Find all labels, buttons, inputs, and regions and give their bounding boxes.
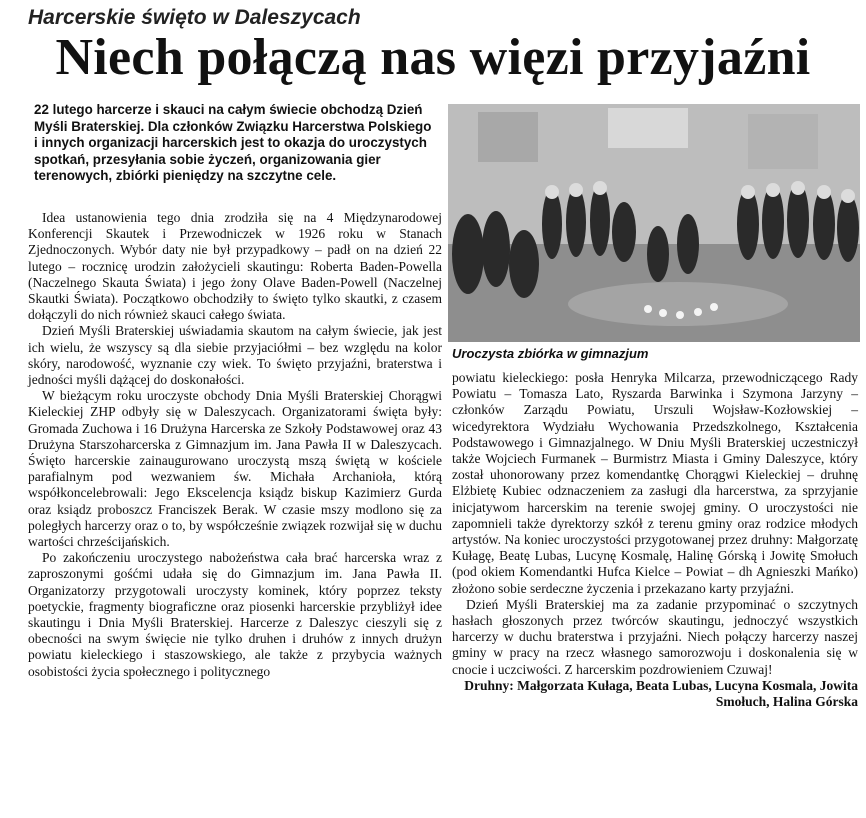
scouts-gathering-photo	[448, 104, 860, 342]
article-column-left	[28, 210, 442, 680]
article-kicker: Harcerskie święto w Daleszycach	[28, 6, 361, 29]
body-paragraph: powiatu kieleckiego: posła Henryka Milcarza, przewodniczącego Rady Powiatu – Tomasza Lato, Ryszarda Barwinka i Szymona Jarzyny – członków Zarządu Powiatu, Urszuli Wojsław-Kozłowskiej – wicedyrektora Wydziału Wychowania Przedszkolnego, Kształcenia Podstawowego i Gimnazjalnego. W Dniu Myśli Braterskiej uczestniczył także Wojciech Furmanek – Burmistrz Miasta i Gminy Daleszyce, który został uhonorowany przez komendantkę Chorągwi Kieleckiej – druhnę Elżbietę Kubiec odznaczeniem za zasługi dla harcerstwa, za sprzyjanie inicjatywom harcerskim na terenie swojej gminy. O uroczystości nie zapomnieli także dyrektorzy szkół z terenu gminy oraz rodzice młodych artystów. Na koniec uroczystości przygotowanej przez druhny: Małgorzatę Kułagę, Beatę Lubas, Lucynę Kosmalę, Halinę Górską i Jowitę Smołuch (pod okiem Komendantki Hufca Kielce – Powiat – dh Agnieszki Mańko) złożono sobie serdeczne życzenia i przekazano karty przyjaźni.	[452, 370, 858, 596]
article-headline: Niech połączą nas więzi przyjaźni	[55, 29, 811, 86]
body-paragraph: Idea ustanowienia tego dnia zrodziła się na 4 Międzynarodowej Konferencji Skautek i Przewodniczek w 1926 roku w Stanach Zjednoczonych. Wybór daty nie był przypadkowy – padł on na dzień 22 lutego – rocznicę urodzin założycieli skautingu: Roberta Baden-Powella (Naczelnego Skauta Świata) i jego żony Olave Baden-Powell (Naczelnej Skautki Świata). Początkowo obchodziły to święto tylko skautki, z czasem dołączyli do nich również skauci całego świata.	[28, 210, 442, 323]
body-paragraph: Dzień Myśli Braterskiej uświadamia skautom na całym świecie, jak jest ich wielu, że wszyscy są dla siebie przyjaciółmi – bez względu na kolor skóry, narodowość, wyznanie czy wiek. To święto przyjaźni, braterstwa i jedności myśli dążącej do doskonałości.	[28, 323, 442, 388]
article-column-right	[452, 370, 858, 710]
body-paragraph: Dzień Myśli Braterskiej ma za zadanie przypominać o szczytnych hasłach głoszonych przez twórców skautingu, jednoczyć wszystkich harcerzy w duchu braterstwa i przyjaźni. Niech połączy harcerzy naszej gminy w pracy na rzecz własnego samorozwoju i doskonalenia się w cnocie i uczciwości. Z harcerskim pozdrowieniem Czuwaj!	[452, 596, 858, 677]
photo-caption: Uroczysta zbiórka w gimnazjum	[452, 346, 649, 361]
article-signature: Druhny: Małgorzata Kułaga, Beata Lubas, Lucyna Kosmala, Jowita Smołuch, Halina Górska	[464, 677, 858, 710]
article-photo	[448, 104, 860, 342]
lead-paragraph: 22 lutego harcerze i skauci na całym świecie obchodzą Dzień Myśli Braterskiej. Dla członków Związku Harcerstwa Polskiego i innych organizacji harcerskich jest to okazja do uroczystych spotkań, przesyłania sobie życzeń, organizowania gier terenowych, zbiórki pieniędzy na szczytne cele.	[34, 102, 432, 184]
body-paragraph: Po zakończeniu uroczystego nabożeństwa cała brać harcerska wraz z zaproszonymi gośćmi udała się do Gimnazjum im. Jana Pawła II. Organizatorzy przygotowali uroczysty kominek, który poprzez teksty poetyckie, fragmenty biograficzne oraz piosenki harcerskie przybliżył idee skautingu i Dnia Myśli Braterskiej. Harcerze z Daleszyc cieszyli się z obecności na swym święcie nie tylko druhen i druhów z innych drużyn powiatu kieleckiego i staszowskiego, ale także z przybycia ważnych osobistości życia społecznego i politycznego	[28, 550, 442, 679]
article-lead	[34, 102, 434, 185]
body-paragraph: W bieżącym roku uroczyste obchody Dnia Myśli Braterskiej Chorągwi Kieleckiej ZHP odbyły się w Daleszycach. Organizatorami święta były: Gromada Zuchowa i 16 Drużyna Harcerska ze Szkoły Podstawowej oraz 43 Drużyna Starszoharcerska z Gimnazjum im. Jana Pawła II w Daleszycach. Święto harcerskie zainaugurowano uroczystą mszą świętą w kościele parafialnym pod wezwaniem św. Michała Archanioła, którą współkoncelebrowali: Jego Ekscelencja ksiądz biskup Kazimierz Gurda oraz ksiądz proboszcz Franciszek Berak. W czasie mszy modlono się za poległych harcerzy oraz o to, by współcześnie związek rozwijał się w duchu wartości chrześcijańskich.	[28, 388, 442, 550]
